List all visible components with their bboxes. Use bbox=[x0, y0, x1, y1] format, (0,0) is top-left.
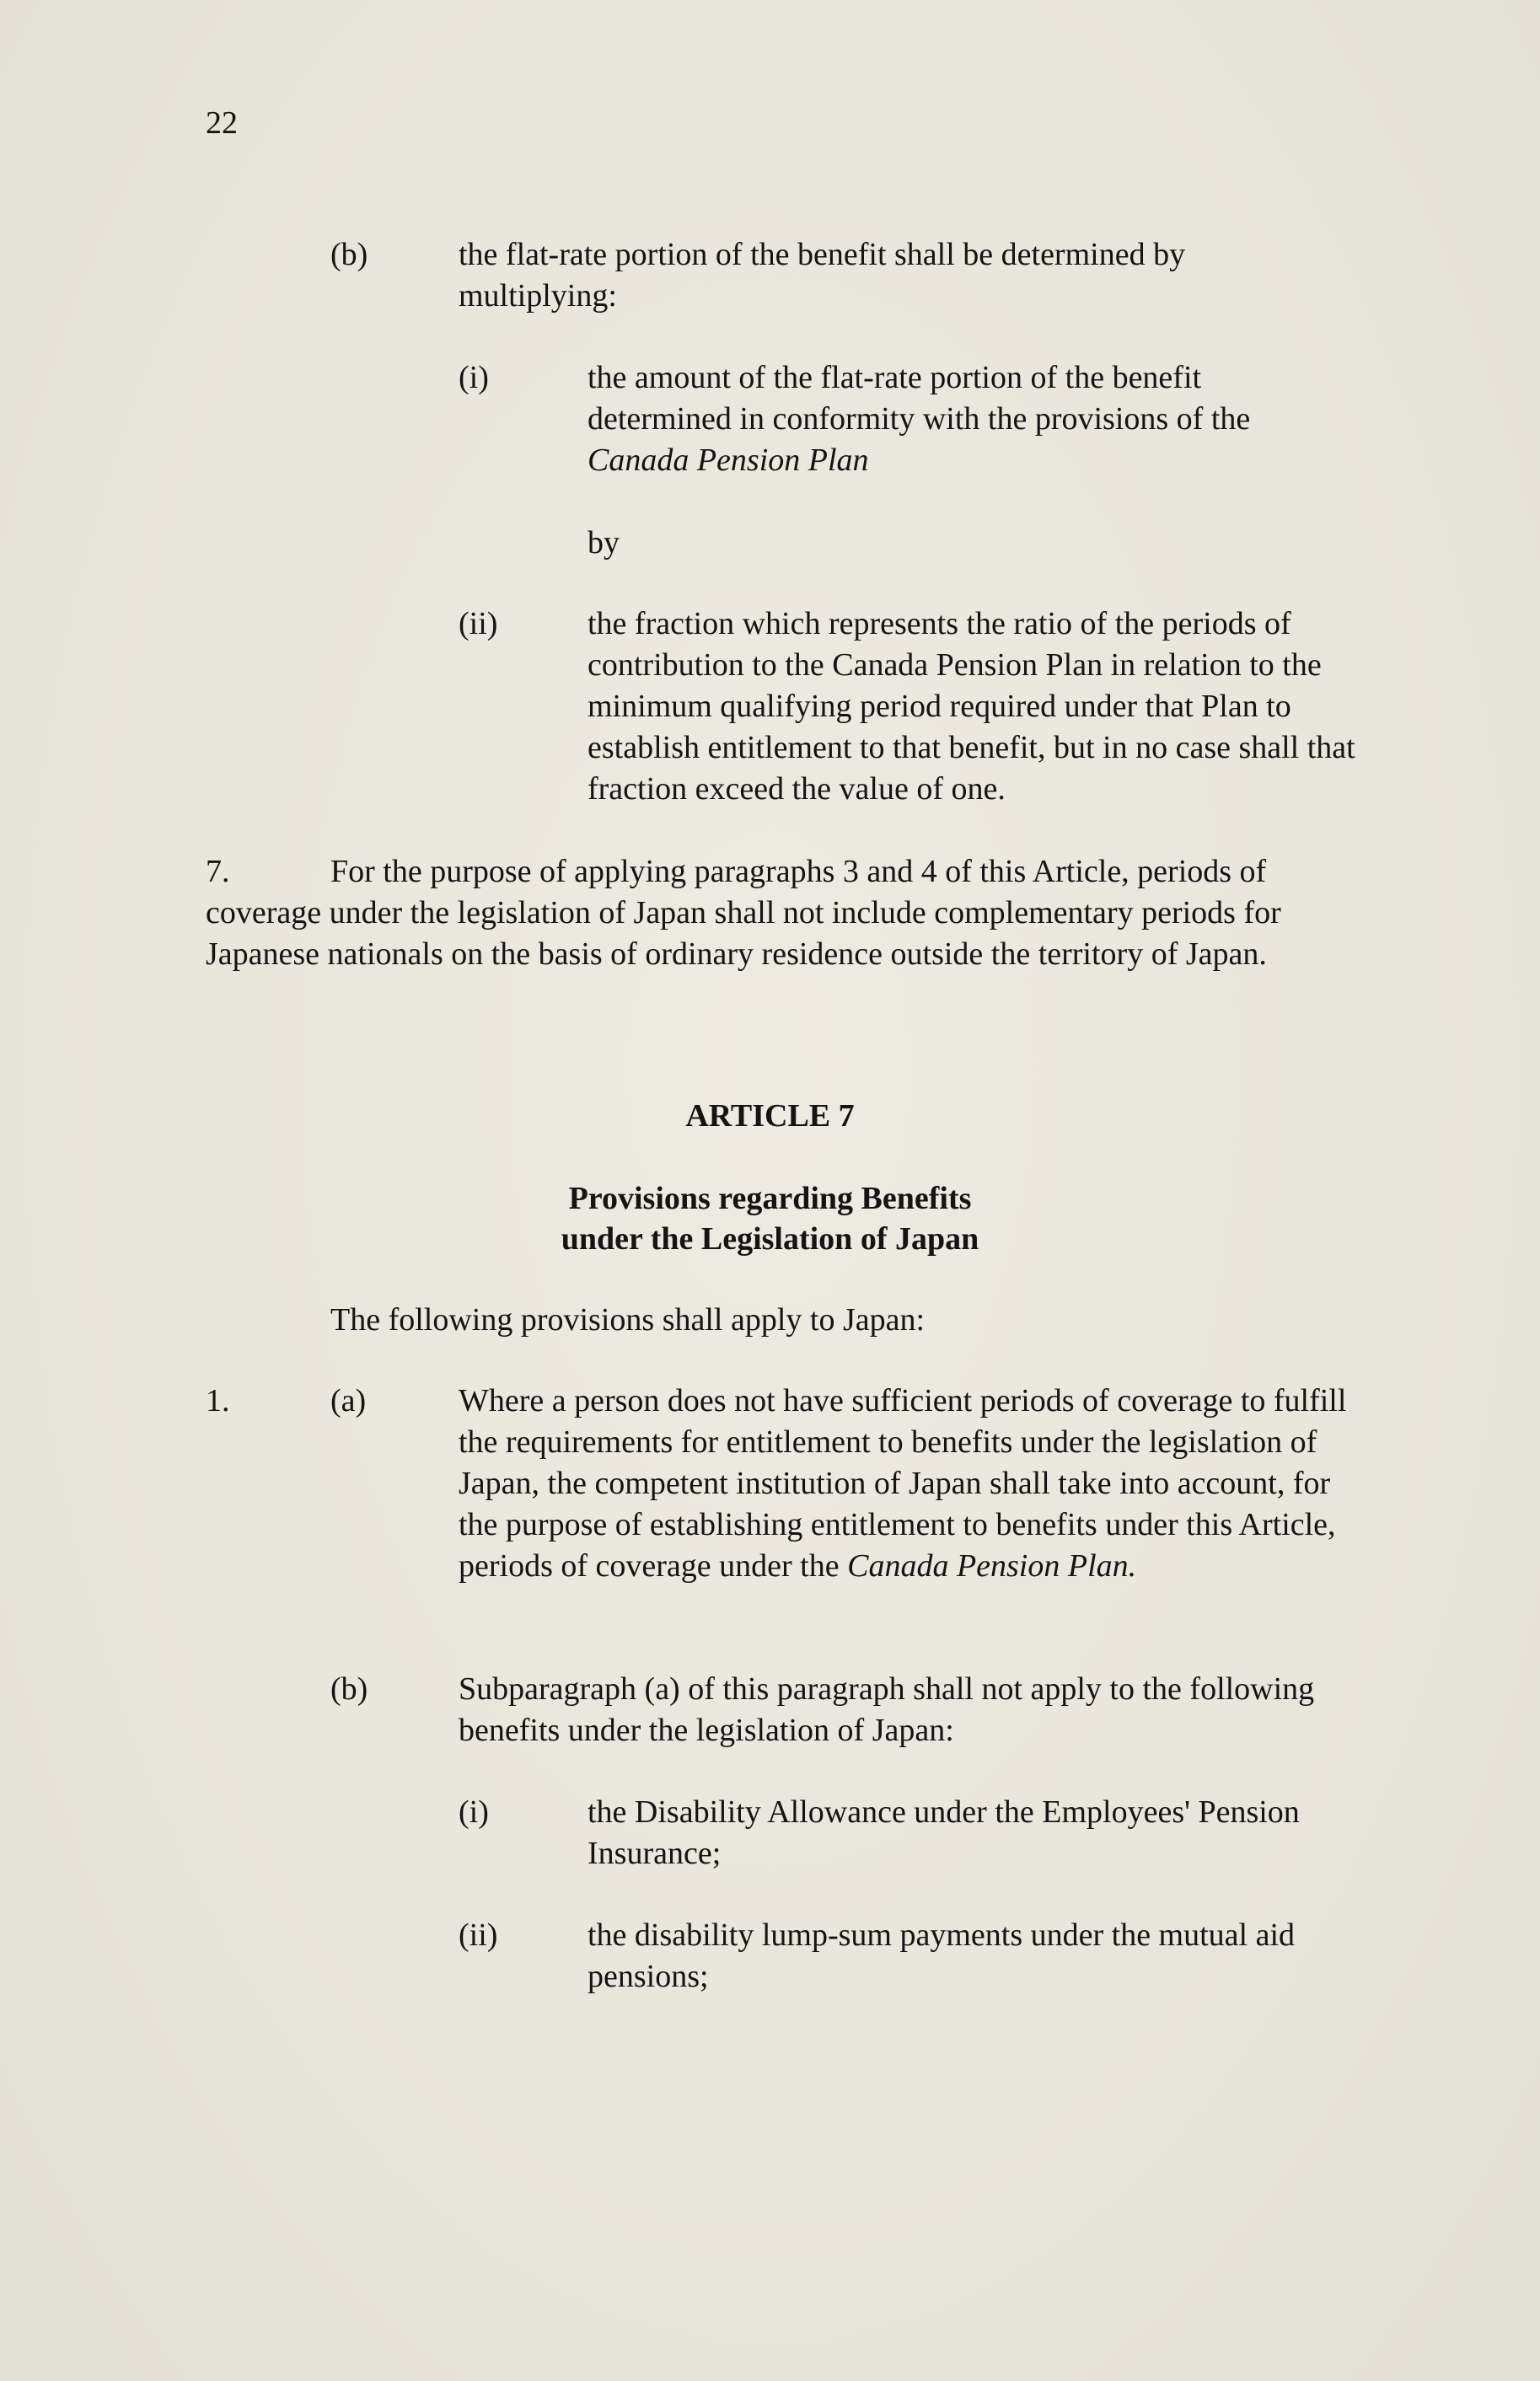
section-b-label: (b) bbox=[330, 237, 368, 272]
article-subtitle-line2: under the Legislation of Japan bbox=[561, 1221, 979, 1257]
paragraph-1a-text-main: Where a person does not have sufficient periods of coverage to fulfill the requirements for entitlement to benefits under the legislation of Japan, the competent institution of Japan shall take into account, for the purpose of establishing entitlement to benefits under this Article, periods of coverage under the bbox=[459, 1383, 1347, 1584]
paragraph-7 bbox=[206, 851, 1344, 975]
paragraph-1b-item-i-text: the Disability Allowance under the Employees' Pension Insurance; bbox=[588, 1794, 1300, 1871]
item-i-text-italic: Canada Pension Plan bbox=[588, 442, 869, 478]
paragraph-1b-item-ii-text: the disability lump-sum payments under the mutual aid pensions; bbox=[588, 1917, 1296, 1994]
page-number: 22 bbox=[206, 105, 238, 141]
article-heading: ARTICLE 7 bbox=[685, 1098, 855, 1134]
paragraph-1b-item-i-label: (i) bbox=[459, 1794, 489, 1830]
article-intro: The following provisions shall apply to Japan: bbox=[330, 1302, 926, 1338]
paragraph-1a-label: (a) bbox=[330, 1383, 367, 1418]
item-i-text bbox=[588, 357, 1346, 481]
paragraph-1b-label: (b) bbox=[330, 1671, 368, 1707]
paragraph-1a-text bbox=[459, 1381, 1352, 1587]
paragraph-1-number: 1. bbox=[206, 1383, 230, 1418]
item-i-text-main: the amount of the flat-rate portion of the benefit determined in conformity with the provisions of the bbox=[588, 360, 1251, 437]
paragraph-7-number: 7. bbox=[206, 854, 230, 889]
paragraph-1b-text: Subparagraph (a) of this paragraph shall not apply to the following benefits under the legislation of Japan: bbox=[459, 1671, 1315, 1748]
item-ii-text: the fraction which represents the ratio of the periods of contribution to the Canada Pension Plan in relation to the minimum qualifying period required under that Plan to establish entitlement to that benefit, but in no case shall that fraction exceed the value of one. bbox=[588, 606, 1355, 807]
paragraph-7-text: For the purpose of applying paragraphs 3 and 4 of this Article, periods of coverage under the legislation of Japan shall not include complementary periods for Japanese nationals on the basis of ordinary residence outside the territory of Japan. bbox=[206, 854, 1281, 972]
item-i-label: (i) bbox=[459, 360, 489, 395]
item-ii-label: (ii) bbox=[459, 606, 498, 641]
connector-by: by bbox=[588, 525, 620, 560]
paragraph-1a-text-italic: Canada Pension Plan. bbox=[847, 1548, 1137, 1584]
article-subtitle-line1: Provisions regarding Benefits bbox=[568, 1181, 972, 1216]
section-b-text: the flat-rate portion of the benefit shall be determined by multiplying: bbox=[459, 237, 1186, 314]
paragraph-1b-item-ii-label: (ii) bbox=[459, 1917, 498, 1953]
